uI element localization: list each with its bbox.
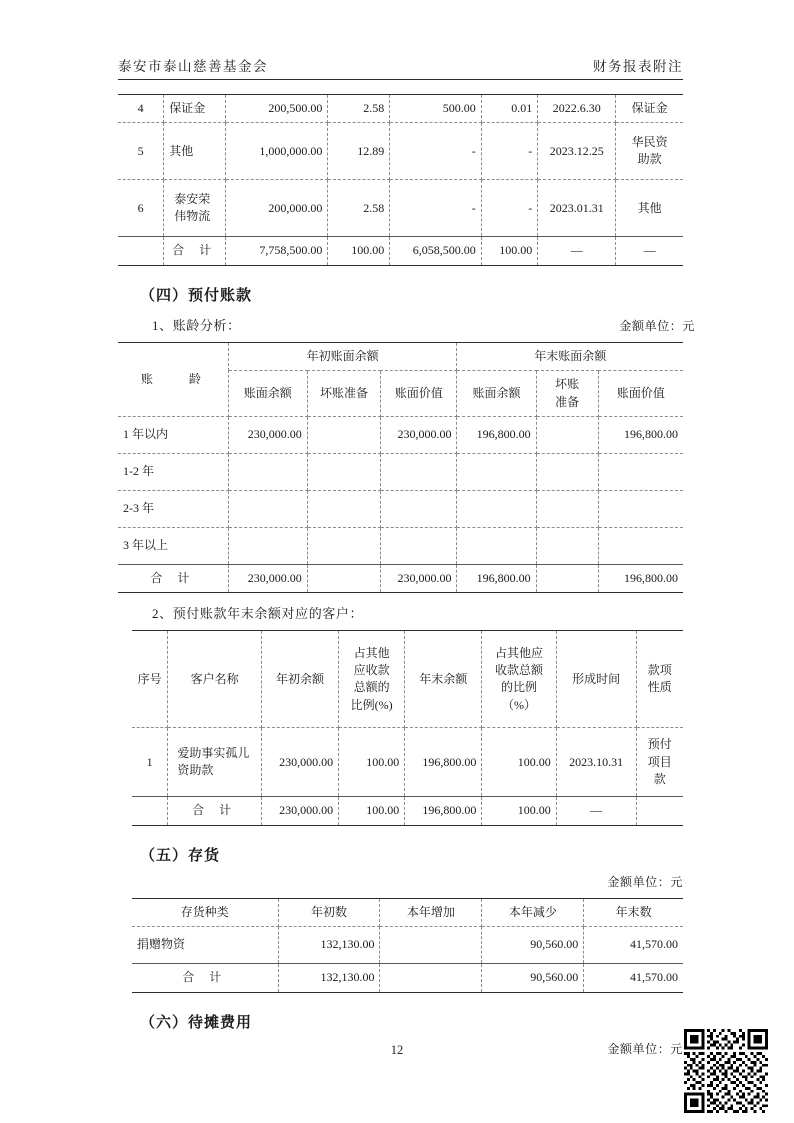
table-total-row: [132, 964, 683, 992]
subsection-label-text: 1、账龄分析：: [152, 317, 241, 333]
cell-end-amount: -: [390, 123, 481, 180]
cell-aging: 1 年以内: [118, 416, 228, 453]
table-total-row: [118, 564, 683, 592]
total-begin-amount: 7,758,500.00: [226, 237, 328, 265]
total-begin-pct: 100.00: [339, 797, 405, 825]
cell-decrease: 90,560.00: [482, 927, 584, 964]
cell-spacer: [132, 797, 168, 825]
qr-code-icon: [684, 1029, 768, 1113]
cell-item-name: 其他: [164, 123, 226, 180]
cell-formed-time: 2022.6.30: [538, 95, 616, 123]
header-begin-book-balance: 账面余额: [228, 371, 307, 417]
cell-end-pct: 0.01: [481, 95, 538, 123]
header-end-book-value: 账面价值: [598, 371, 683, 417]
cell-begin-value: [381, 453, 457, 490]
cell-formed-time: 2023.10.31: [556, 728, 636, 797]
subsection-label-text: 2、预付账款年末余额对应的客户：: [152, 606, 364, 622]
cell-end-pct: -: [481, 123, 538, 180]
cell-end-number: 41,570.00: [584, 927, 683, 964]
cell-end-amount: -: [390, 180, 481, 237]
cell-end-value: [598, 527, 683, 564]
cell-aging: 2-3 年: [118, 490, 228, 527]
header-begin-pct: 占其他应收款总额的比例(%): [339, 631, 405, 728]
cell-aging: 3 年以上: [118, 527, 228, 564]
cell-nature: 预付项目款: [636, 728, 683, 797]
cell-begin-value: [381, 527, 457, 564]
cell-end-pct: -: [481, 180, 538, 237]
total-end-amount: 196,800.00: [405, 797, 482, 825]
aging-analysis-table-wrap: [118, 342, 683, 594]
page-number: 12: [390, 1043, 404, 1057]
cell-end-balance: [457, 527, 536, 564]
cell-end-balance: 196,800.00: [457, 416, 536, 453]
header-customer: 客户名称: [168, 631, 262, 728]
subsection-label-customers: [152, 603, 683, 622]
cell-begin-balance: [228, 527, 307, 564]
total-decrease: 90,560.00: [482, 964, 584, 992]
table-header-row: [132, 631, 683, 728]
header-end-amount: 年末余额: [405, 631, 482, 728]
cell-formed-time: 2023.12.25: [538, 123, 616, 180]
header-group-begin: 年初账面余额: [228, 342, 457, 370]
inventory-table: [132, 898, 683, 993]
total-end-pct: 100.00: [482, 797, 556, 825]
receivables-continued-table: [118, 94, 683, 266]
total-begin-bad: [307, 564, 380, 592]
table-row: [118, 180, 683, 237]
cell-end-value: [598, 490, 683, 527]
total-begin-pct: 100.00: [328, 237, 390, 265]
cell-end-balance: [457, 453, 536, 490]
cell-end-pct: 100.00: [482, 728, 556, 797]
total-formed-time: —: [556, 797, 636, 825]
total-label: 合 计: [164, 237, 226, 265]
cell-no: 5: [118, 123, 164, 180]
cell-begin-amount: 200,500.00: [226, 95, 328, 123]
table-row: [118, 416, 683, 453]
organization-name: 泰安市泰山慈善基金会: [118, 59, 268, 74]
table-total-row: [132, 797, 683, 825]
header-inventory-category: 存货种类: [132, 898, 278, 926]
cell-nature: 其他: [616, 180, 683, 237]
total-label: 合 计: [168, 797, 262, 825]
header-nature: 款项性质: [636, 631, 683, 728]
table-header-row: [132, 898, 683, 926]
cell-begin-amount: 200,000.00: [226, 180, 328, 237]
amount-unit-note-inventory: 金额单位：元: [607, 874, 683, 889]
cell-item-name: 泰安荣伟物流: [164, 180, 226, 237]
cell-end-bad: [536, 416, 598, 453]
total-formed-time: —: [538, 237, 616, 265]
cell-no: 1: [132, 728, 168, 797]
section-title-six: （六）待摊费用: [140, 1014, 253, 1031]
cell-end-value: 196,800.00: [598, 416, 683, 453]
cell-item-name: 保证金: [164, 95, 226, 123]
cell-begin-amount: 230,000.00: [261, 728, 338, 797]
total-nature: —: [616, 237, 683, 265]
header-increase: 本年增加: [380, 898, 482, 926]
cell-begin-pct: 100.00: [339, 728, 405, 797]
header-aging: 账 龄: [118, 342, 228, 416]
cell-no: 4: [118, 95, 164, 123]
aging-analysis-table: [118, 342, 683, 594]
page-content: [118, 55, 695, 1065]
total-begin-balance: 230,000.00: [228, 564, 307, 592]
cell-nature: 保证金: [616, 95, 683, 123]
cell-end-bad: [536, 527, 598, 564]
table-row: [132, 728, 683, 797]
cell-end-bad: [536, 490, 598, 527]
cell-begin-bad: [307, 527, 380, 564]
total-end-value: 196,800.00: [598, 564, 683, 592]
total-end-amount: 6,058,500.00: [390, 237, 481, 265]
amount-unit-note-deferred: 金额单位：元: [607, 1041, 683, 1056]
total-increase: [380, 964, 482, 992]
subsection-label-aging-analysis: [152, 315, 695, 334]
cell-begin-amount: 1,000,000.00: [226, 123, 328, 180]
header-begin-book-value: 账面价值: [381, 371, 457, 417]
table-row: [118, 490, 683, 527]
cell-begin-bad: [307, 453, 380, 490]
cell-begin-value: 230,000.00: [381, 416, 457, 453]
cell-end-value: [598, 453, 683, 490]
header-decrease: 本年减少: [482, 898, 584, 926]
table-header-row-group: [118, 342, 683, 370]
header-end-number: 年末数: [584, 898, 683, 926]
header-end-bad-debt: 坏账准备: [536, 371, 598, 417]
total-end-bad: [536, 564, 598, 592]
section-title-four: （四）预付账款: [140, 287, 253, 304]
header-begin-amount: 年初余额: [261, 631, 338, 728]
cell-end-balance: [457, 490, 536, 527]
cell-no: 6: [118, 180, 164, 237]
total-label: 合 计: [118, 564, 228, 592]
total-begin-number: 132,130.00: [278, 964, 380, 992]
total-end-balance: 196,800.00: [457, 564, 536, 592]
total-nature: [636, 797, 683, 825]
total-begin-value: 230,000.00: [381, 564, 457, 592]
table-row: [118, 95, 683, 123]
header-end-book-balance: 账面余额: [457, 371, 536, 417]
prepayment-customers-table: [132, 630, 683, 825]
cell-spacer: [118, 237, 164, 265]
page-running-header: [118, 55, 683, 80]
table-row: [118, 453, 683, 490]
total-begin-amount: 230,000.00: [261, 797, 338, 825]
header-begin-bad-debt: 坏账准备: [307, 371, 380, 417]
inventory-table-wrap: [132, 898, 683, 993]
cell-begin-pct: 2.58: [328, 95, 390, 123]
cell-begin-number: 132,130.00: [278, 927, 380, 964]
cell-aging: 1-2 年: [118, 453, 228, 490]
header-end-pct: 占其他应收款总额的比例（%）: [482, 631, 556, 728]
total-end-number: 41,570.00: [584, 964, 683, 992]
cell-begin-bad: [307, 416, 380, 453]
header-formed-time: 形成时间: [556, 631, 636, 728]
total-end-pct: 100.00: [481, 237, 538, 265]
header-no: 序号: [132, 631, 168, 728]
document-title: 财务报表附注: [593, 59, 683, 74]
table-total-row: [118, 237, 683, 265]
receivables-continued-table-wrap: [118, 94, 683, 266]
header-group-end: 年末账面余额: [457, 342, 683, 370]
table-row: [118, 527, 683, 564]
total-label: 合 计: [132, 964, 278, 992]
cell-customer-name: 爱助事实孤儿资助款: [168, 728, 262, 797]
cell-begin-balance: [228, 490, 307, 527]
cell-increase: [380, 927, 482, 964]
cell-end-amount: 500.00: [390, 95, 481, 123]
cell-begin-value: [381, 490, 457, 527]
cell-end-amount: 196,800.00: [405, 728, 482, 797]
amount-unit-note: 金额单位：元: [619, 318, 695, 333]
header-begin-number: 年初数: [278, 898, 380, 926]
cell-begin-pct: 12.89: [328, 123, 390, 180]
cell-begin-bad: [307, 490, 380, 527]
cell-nature: 华民资助款: [616, 123, 683, 180]
cell-begin-balance: [228, 453, 307, 490]
section-title-five: （五）存货: [140, 847, 221, 864]
prepayment-customers-table-wrap: [132, 630, 683, 825]
table-row: [118, 123, 683, 180]
cell-begin-pct: 2.58: [328, 180, 390, 237]
cell-begin-balance: 230,000.00: [228, 416, 307, 453]
cell-inventory-category: 捐赠物资: [132, 927, 278, 964]
table-row: [132, 927, 683, 964]
cell-end-bad: [536, 453, 598, 490]
cell-formed-time: 2023.01.31: [538, 180, 616, 237]
